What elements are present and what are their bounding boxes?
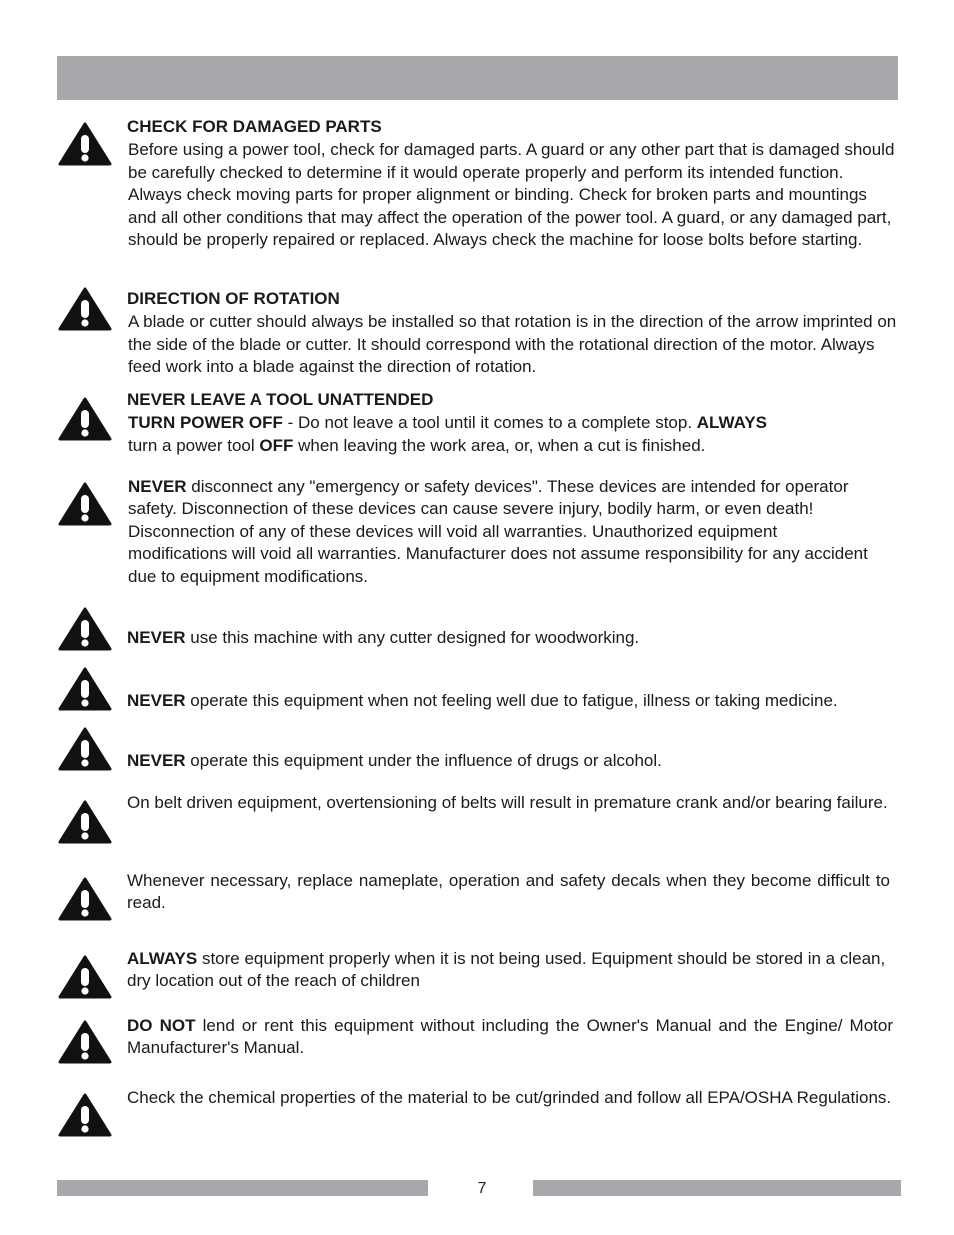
section-heading: NEVER LEAVE A TOOL UNATTENDED — [127, 390, 434, 409]
footer-bar-right — [533, 1180, 901, 1196]
section-unattended — [127, 389, 897, 457]
section-chemical — [127, 1087, 893, 1109]
section-storage — [127, 948, 897, 993]
section-woodworking — [127, 627, 917, 649]
section-lend — [127, 1015, 893, 1060]
lead-text: NEVER — [127, 628, 186, 647]
warning-icon — [58, 800, 112, 844]
section-body: TURN POWER OFF - Do not leave a tool until it comes to a complete stop. ALWAYS turn a power tool OFF when leaving the work area, or, when a cut is finished. — [128, 413, 768, 455]
lead-text: NEVER — [128, 477, 187, 496]
emphasis-text: ALWAYS — [696, 413, 768, 433]
section-body: NEVER operate this equipment under the influence of drugs or alcohol. — [127, 751, 662, 770]
section-belts — [127, 792, 902, 814]
section-safety-devices — [128, 476, 873, 588]
warning-icon — [58, 397, 112, 441]
section-body: A blade or cutter should always be installed so that rotation is in the direction of the arrow imprinted on the side of the blade or cutter. It should correspond with the rotational direction of the motor. Always feed work into a blade against the direction of rotation. — [128, 312, 897, 377]
lead-text: ALWAYS — [127, 949, 198, 968]
warning-icon — [58, 122, 112, 166]
warning-icon — [58, 877, 112, 921]
warning-icon — [58, 287, 112, 331]
section-body: DO NOT lend or rent this equipment without including the Owner's Manual and the Engine/ Motor Manufacturer's Manual. — [127, 1016, 893, 1058]
warning-icon — [58, 607, 112, 651]
warning-icon — [58, 667, 112, 711]
section-drugs — [127, 750, 917, 772]
lead-text: NEVER — [127, 751, 186, 770]
header-bar — [57, 56, 898, 100]
lead-text: DO NOT — [127, 1016, 196, 1035]
section-damaged-parts — [127, 116, 897, 251]
warning-icon — [58, 1020, 112, 1064]
section-body: NEVER use this machine with any cutter designed for woodworking. — [127, 628, 640, 647]
section-body: NEVER disconnect any "emergency or safety devices". These devices are intended for operator safety. Disconnection of these devices can cause severe injury, bodily harm, or even death! Disconnection of any of these devices will void all warranties. Unauthorized equipment modifications will void all warranties. Manufacturer does not assume responsibility for any accident due to equipment modifications. — [128, 477, 868, 586]
footer-bar-left — [57, 1180, 428, 1196]
section-body: Whenever necessary, replace nameplate, operation and safety decals when they become difficult to read. — [127, 871, 890, 913]
warning-icon — [58, 1093, 112, 1137]
warning-icon — [58, 955, 112, 999]
section-body: NEVER operate this equipment when not feeling well due to fatigue, illness or taking medicine. — [127, 691, 838, 710]
section-heading: DIRECTION OF ROTATION — [127, 289, 340, 308]
section-body: Before using a power tool, check for damaged parts. A guard or any other part that is damaged should be carefully checked to determine if it would operate properly and perform its intended function. Always check moving parts for proper alignment or binding. Check for broken parts and mountings and all other conditions that may affect the operation of the power tool. A guard, or any damaged part, should be properly repaired or replaced. Always check the machine for loose bolts before starting. — [128, 140, 895, 250]
lead-text: NEVER — [127, 691, 186, 710]
section-heading: CHECK FOR DAMAGED PARTS — [127, 117, 382, 136]
warning-icon — [58, 727, 112, 771]
lead-text: TURN POWER OFF — [128, 413, 283, 433]
section-body: Check the chemical properties of the material to be cut/grinded and follow all EPA/OSHA Regulations. — [127, 1088, 892, 1107]
section-decals — [127, 870, 890, 915]
section-fatigue — [127, 690, 927, 712]
section-rotation — [127, 288, 897, 379]
emphasis-text: OFF — [259, 435, 294, 455]
section-body: ALWAYS store equipment properly when it is not being used. Equipment should be stored in a clean, dry location out of the reach of children — [127, 949, 886, 991]
section-body: On belt driven equipment, overtensioning of belts will result in premature crank and/or bearing failure. — [127, 793, 888, 812]
warning-icon — [58, 482, 112, 526]
page-number: 7 — [477, 1180, 487, 1197]
